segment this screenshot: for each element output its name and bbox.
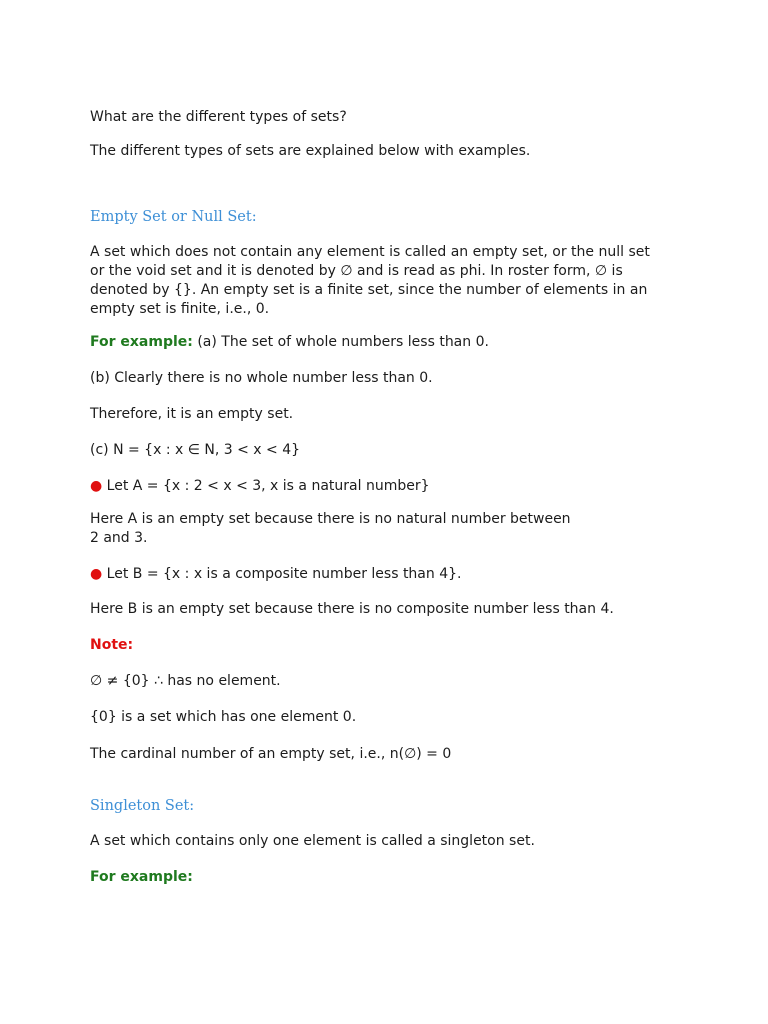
- intro-text: The different types of sets are explained below with examples.: [90, 143, 531, 159]
- let-b-line: [90, 565, 461, 584]
- empty-def-line-2: or the void set and it is denoted by ∅ and is read as phi. In roster form, ∅ is: [90, 263, 623, 279]
- empty-def-line-1: A set which does not contain any element is called an empty set, or the null set: [90, 244, 650, 260]
- singleton-def-text: A set which contains only one element is called a singleton set.: [90, 833, 535, 849]
- empty-set-heading: Empty Set or Null Set:: [90, 209, 257, 225]
- bullet-icon: ●: [90, 478, 103, 494]
- example-label: For example:: [90, 334, 193, 350]
- singleton-heading: Singleton Set:: [90, 798, 195, 814]
- example-a-line: [90, 333, 489, 352]
- note-line-1: ∅ ≠ {0} ∴ has no element.: [90, 673, 281, 689]
- let-b-text: Let B = {x : x is a composite number less than 4}.: [102, 566, 462, 582]
- example-c-text: (c) N = {x : x ∈ N, 3 < x < 4}: [90, 442, 301, 458]
- example-b-text: (b) Clearly there is no whole number less than 0.: [90, 370, 433, 386]
- empty-def-line-4: empty set is finite, i.e., 0.: [90, 301, 270, 317]
- let-a-text: Let A = {x : 2 < x < 3, x is a natural number}: [102, 478, 430, 494]
- note-label: Note:: [90, 637, 134, 653]
- example-a-text: (a) The set of whole numbers less than 0.: [192, 334, 489, 350]
- empty-def-line-3: denoted by {}. An empty set is a finite set, since the number of elements in an: [90, 282, 648, 298]
- here-b-text: Here B is an empty set because there is no composite number less than 4.: [90, 601, 614, 617]
- note-line-2: {0} is a set which has one element 0.: [90, 709, 357, 725]
- therefore-text: Therefore, it is an empty set.: [90, 406, 294, 422]
- here-a-line-2: 2 and 3.: [90, 530, 148, 546]
- question-text: What are the different types of sets?: [90, 109, 347, 125]
- singleton-example-label: For example:: [90, 869, 193, 885]
- here-a-line-1: Here A is an empty set because there is no natural number between: [90, 511, 571, 527]
- let-a-line: [90, 477, 430, 496]
- bullet-icon: ●: [90, 566, 103, 582]
- note-line-3: The cardinal number of an empty set, i.e., n(∅) = 0: [90, 746, 452, 762]
